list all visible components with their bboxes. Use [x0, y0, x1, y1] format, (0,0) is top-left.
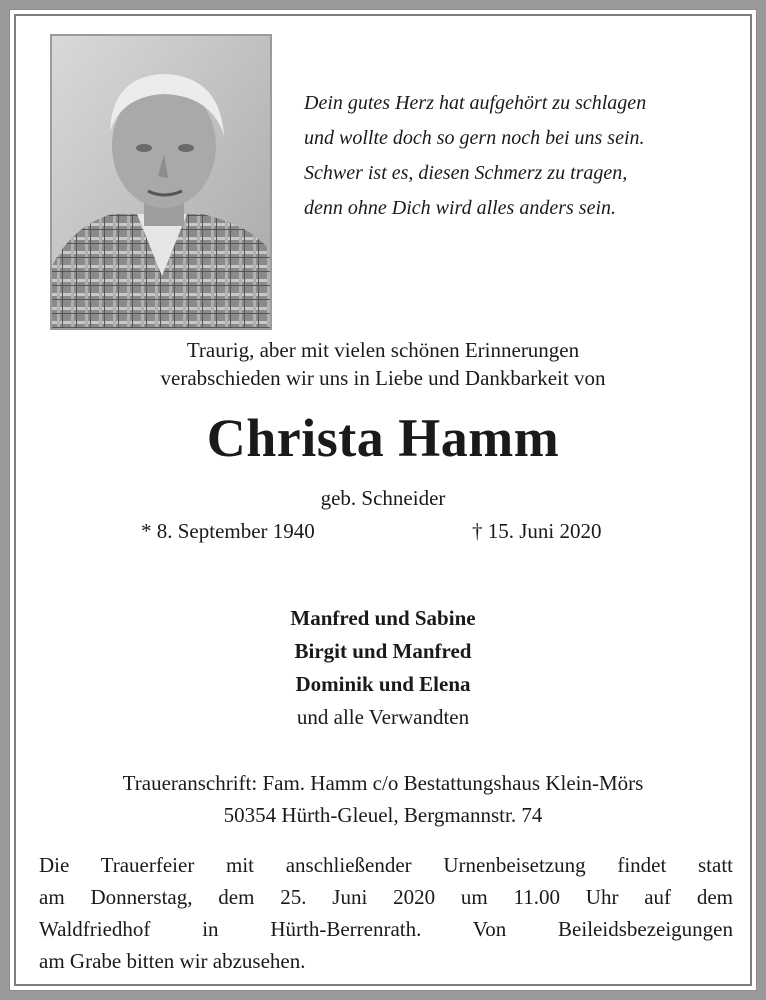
birth-date: * 8. September 1940 — [141, 519, 315, 543]
obituary-notice — [14, 14, 752, 986]
address-line: 50354 Hürth-Gleuel, Bergmannstr. 74 — [223, 803, 543, 827]
ceremony-line: Die Trauerfeier mit anschließender Urnenbeisetzung findet statt — [39, 853, 733, 877]
ceremony-line: am Grabe bitten wir abzusehen. — [39, 949, 306, 973]
ceremony-line: Waldfriedhof in Hürth-Berrenrath. Von Beileidsbezeigungen — [39, 917, 733, 941]
ceremony-text — [39, 849, 733, 977]
ceremony-line: am Donnerstag, dem 25. Juni 2020 um 11.00 Uhr auf dem — [39, 885, 733, 909]
intro-line: Traurig, aber mit vielen schönen Erinnerungen — [186, 338, 580, 362]
portrait-photo — [50, 34, 272, 330]
poem — [304, 86, 724, 226]
portrait-image — [52, 36, 270, 328]
mourner-entry: Manfred und Sabine — [290, 606, 476, 630]
mourning-address — [16, 767, 750, 831]
relatives-line: und alle Verwandten — [296, 705, 470, 729]
address-line: Traueranschrift: Fam. Hamm c/o Bestattungshaus Klein-Mörs — [122, 771, 644, 795]
deceased-name: Christa Hamm — [206, 408, 560, 468]
poem-line: Dein gutes Herz hat aufgehört zu schlagen — [304, 92, 647, 114]
mourner-entry: Dominik und Elena — [295, 672, 471, 696]
intro-text — [16, 336, 750, 392]
poem-line: Schwer ist es, diesen Schmerz zu tragen, — [304, 162, 628, 184]
death-date: † 15. Juni 2020 — [472, 519, 602, 543]
poem-line: denn ohne Dich wird alles anders sein. — [304, 197, 617, 219]
maiden-name: geb. Schneider — [320, 486, 446, 510]
poem-line: und wollte doch so gern noch bei uns sein. — [304, 127, 645, 149]
mourner-entry: Birgit und Manfred — [294, 639, 472, 663]
intro-line: verabschieden wir uns in Liebe und Dankbarkeit von — [160, 366, 606, 390]
mourners-list — [16, 602, 750, 734]
outer-frame — [9, 9, 757, 991]
